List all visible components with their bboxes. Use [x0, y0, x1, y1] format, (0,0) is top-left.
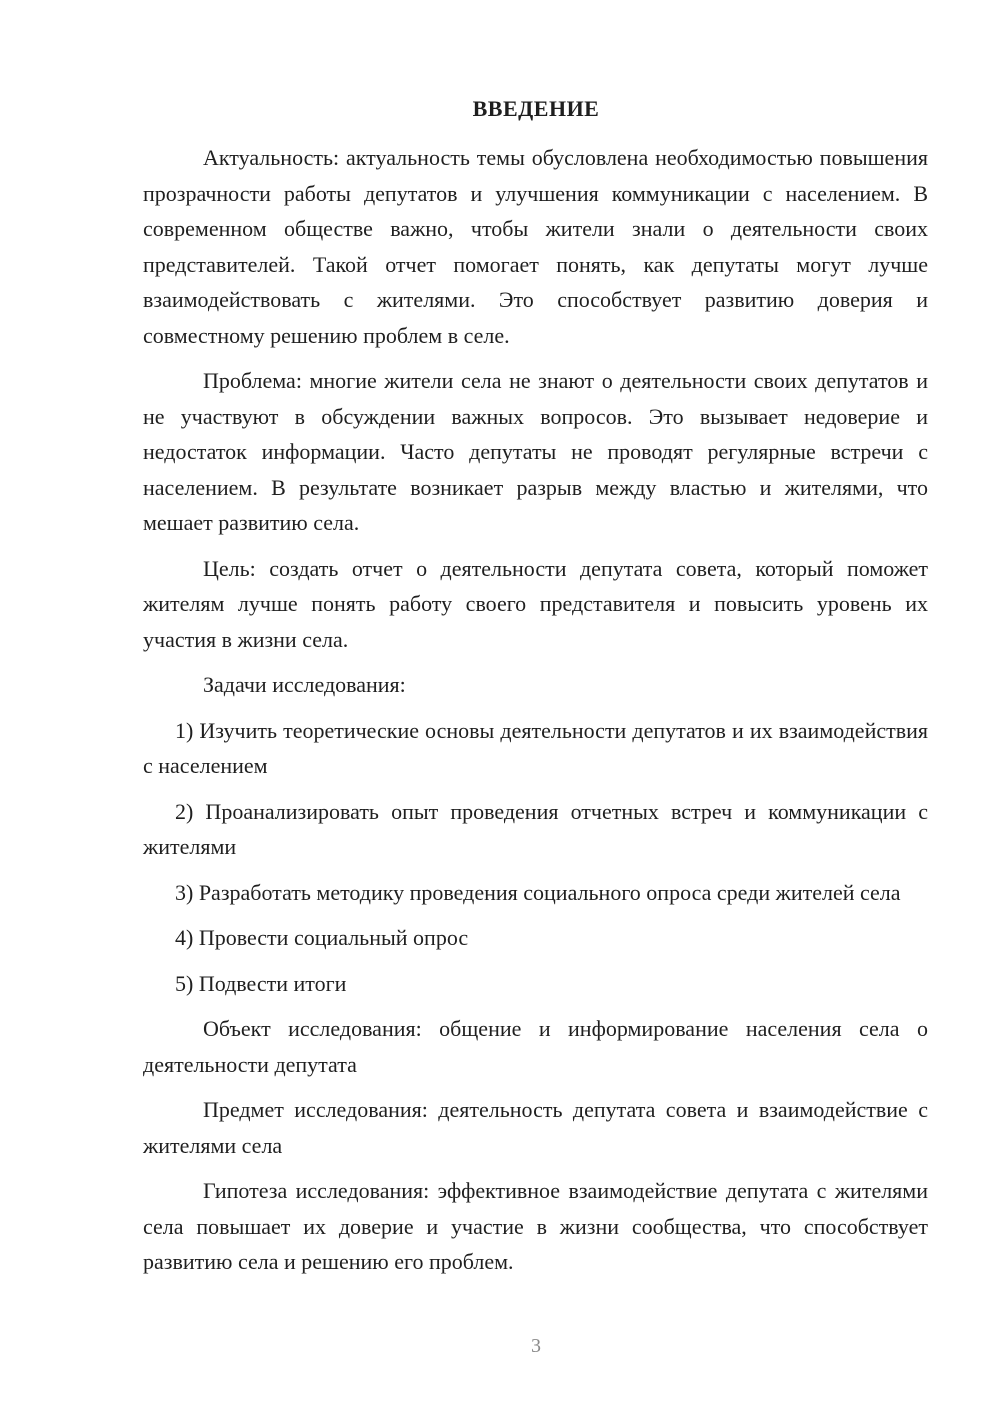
- task-item-4: 4) Провести социальный опрос: [175, 925, 469, 950]
- task-item-2: 2) Проанализировать опыт проведения отчетных встреч и коммуникации с жителями: [143, 798, 928, 859]
- goal-paragraph: Цель: создать отчет о деятельности депутата совета, который поможет жителям лучше понять работу своего представителя и повысить уровень их участия в жизни села.: [143, 555, 928, 652]
- problem-paragraph: Проблема: многие жители села не знают о деятельности своих депутатов и не участвуют в обсуждении важных вопросов. Это вызывает недоверие и недостаток информации. Часто депутаты не проводят регулярные встречи с населением. В результате возникает разрыв между властью и жителями, что мешает развитию села.: [143, 368, 928, 535]
- tasks-title: Задачи исследования:: [203, 672, 406, 697]
- document-body: [143, 140, 928, 1290]
- subject-paragraph: Предмет исследования: деятельность депутата совета и взаимодействие с жителями села: [143, 1097, 928, 1158]
- task-item-5: 5) Подвести итоги: [175, 970, 347, 996]
- task-item-3: 3) Разработать методику проведения социального опроса среди жителей села: [175, 879, 901, 905]
- object-paragraph: Объект исследования: общение и информирование населения села о деятельности депутата: [143, 1016, 928, 1077]
- relevance-paragraph: Актуальность: актуальность темы обусловлена необходимостью повышения прозрачности работы депутатов и улучшения коммуникации с населением. В современном обществе важно, чтобы жители знали о деятельности своих представителей. Такой отчет помогает понять, как депутаты могут лучше взаимодействовать с жителями. Это способствует развитию доверия и совместному решению проблем в селе.: [143, 145, 928, 348]
- page-number: 3: [531, 1335, 541, 1357]
- hypothesis-paragraph: Гипотеза исследования: эффективное взаимодействие депутата с жителями села повышает их доверие и участие в жизни сообщества, что способствует развитию села и решению его проблем.: [143, 1178, 928, 1274]
- task-item-1: 1) Изучить теоретические основы деятельности депутатов и их взаимодействия с населением: [143, 717, 928, 778]
- section-heading: ВВЕДЕНИЕ: [472, 96, 600, 121]
